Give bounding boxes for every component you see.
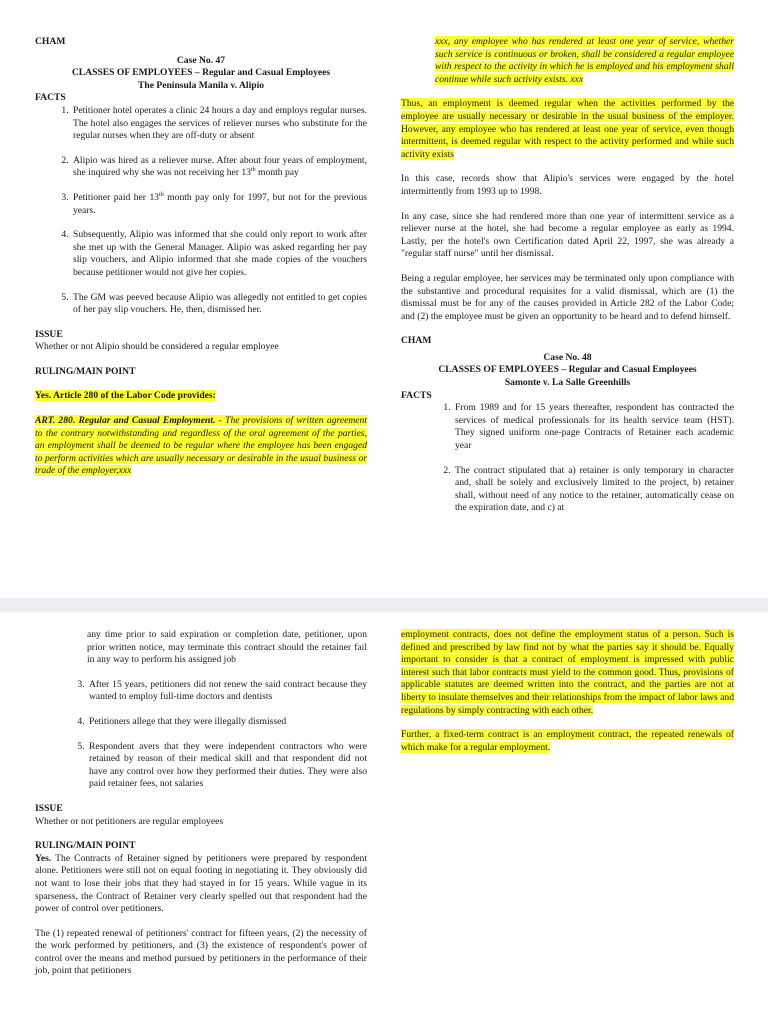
fact-item: 5. Respondent avers that they were independent contractors who were retained by reason of their medical skill and that respondent did not have any control over how they performed their duties. They were also paid retainer fees, not salaries [87, 741, 367, 791]
article-quote: ART. 280. Regular and Casual Employment. - The provisions of written agreement to the contrary notwithstanding and regardless of the oral agreement of the parties, an employment shall be deemed to be regular where the employee has been engaged to perform activities which are usually necessary or desirable in the usual business or trade of the employer,xxx [35, 415, 367, 477]
ruling-paragraph: In any case, since she had rendered more than one year of intermittent service as a reliever nurse at the hotel, she had become a regular employee as early as 1994. Lastly, per the hotel's own Certification dated April 22, 1997, she was already a "regular staff nurse" until her dismissal. [401, 210, 734, 260]
ruling-paragraph: In this case, records show that Alipio's services were engaged by the hotel intermittently from 1993 up to 1998. [401, 173, 734, 197]
facts-list [35, 105, 367, 317]
case-parties: Samonte v. La Salle Greenhills [504, 377, 631, 389]
fact-item: 3. Petitioner paid her 13th month pay only for 1997, but not for the previous years. [71, 192, 367, 217]
issue-heading: ISSUE [35, 328, 63, 340]
facts-list [401, 402, 734, 515]
facts-heading: FACTS [401, 389, 432, 401]
fact-item: 4. Petitioners allege that they were illegally dismissed [87, 716, 367, 729]
case-number: Case No. 47 [176, 54, 226, 66]
page2-right-column [401, 629, 734, 766]
fact-item: 5. The GM was peeved because Alipio was allegedly not entitled to get copies of her pay slip vouchers. He, then, dismissed her. [71, 292, 367, 317]
ruling-heading: RULING/MAIN POINT [35, 365, 136, 377]
ruling-paragraph: Being a regular employee, her services may be terminated only upon compliance with the substantive and procedural requisites for a valid dismissal, which are (1) the dismissal must be for any of the causes provided in Article 282 of the Labor Code; and (2) the employee must be given an opportunity to be heard and to defend himself. [401, 272, 734, 322]
page1-right-column [401, 36, 734, 527]
fact-item: 1. From 1989 and for 15 years thereafter, respondent has contracted the services of medical professionals for its health service team (HST). They signed uniform one-page Contracts of Retainer each academic year [453, 402, 734, 452]
issue-text: Whether or not petitioners are regular employees [35, 815, 224, 827]
fact-item: 2. Alipio was hired as a reliever nurse. After about four years of employment, she inquired why she was not receiving her 13th month pay [71, 155, 367, 180]
article-quote-continued: xxx, any employee who has rendered at least one year of service, whether such service is continuous or broken, shall be considered a regular employee with respect to the activity in which he is employed and his employment shall continue while such activity exists. xxx [435, 36, 734, 85]
ruling-paragraph: The (1) repeated renewal of petitioners' contract for fifteen years, (2) the necessity of the work performed by petitioners, and (3) the existence of respondent's power of control over the means and method pursued by petitioners in the performance of their job, point that petitioners [35, 927, 367, 977]
case-tag: CHAM [401, 335, 432, 347]
case-subject: CLASSES OF EMPLOYEES – Regular and Casual Employees [71, 67, 331, 79]
fact-item: 1. Petitioner hotel operates a clinic 24 hours a day and employs regular nurses. The hotel also engages the services of reliever nurses who substitute for the regular nurses when they are off-duty or absent [71, 105, 367, 143]
case-tag: CHAM [35, 36, 66, 47]
fact-item: 4. Subsequently, Alipio was informed that she could only report to work after she met up with the General Manager. Alipio was asked regarding her pay slip vouchers, and Alipio informed that she made copies of the vouchers because petitioner would not give her copies. [71, 229, 367, 279]
ruling-paragraph-highlighted: Thus, an employment is deemed regular when the activities performed by the employee are usually necessary or desirable in the usual business of the employer. However, any employee who has rendered at least one year of service, even though intermittent, is deemed regular with respect to the activity performed and while such activity exists [401, 98, 734, 160]
ruling-paragraph-highlighted: Further, a fixed-term contract is an employment contract, the repeated renewals of which make for a regular employment. [401, 729, 734, 753]
case-subject: CLASSES OF EMPLOYEES – Regular and Casual Employees [438, 364, 697, 376]
fact-item: 2. The contract stipulated that a) retainer is only temporary in character and, shall be solely and exclusively limited to the project, b) retainer shall, without need of any notice to the retainer, automatically cease on the expiration date, and c) at [453, 465, 734, 515]
facts-list [35, 679, 367, 791]
fact-item: 3. After 15 years, petitioners did not renew the said contract because they wanted to employ full-time doctors and dentists [87, 679, 367, 704]
page2-left-column [35, 629, 367, 990]
ruling-paragraph-highlighted: employment contracts, does not define the employment status of a person. Such is defined and prescribed by law find not by what the parties say it should be. Equally important to consider is that a contract of employment is impressed with public interest such that labor contracts must yield to the common good. Thus, provisions of applicable statutes are deemed written into the contract, and the parties are not at liberty to insulate themselves and their relationships from the impact of labor laws and regulations by simply contracting with each other. [401, 629, 734, 716]
issue-text: Whether or not Alipio should be considered a regular employee [35, 341, 279, 353]
case-number: Case No. 48 [543, 351, 592, 363]
case-parties: The Peninsula Manila v. Alipio [137, 79, 265, 91]
page-separator [0, 598, 768, 612]
facts-heading: FACTS [35, 92, 66, 104]
ruling-heading: RULING/MAIN POINT [35, 840, 136, 852]
issue-heading: ISSUE [35, 802, 63, 814]
ruling-paragraph: Yes. The Contracts of Retainer signed by petitioners were prepared by respondent alone. Petitioners were still not on equal footing in negotiating it. They obviously did not want to lose their jobs that they had stayed in for 15 years. While vague in its sparseness, the Contract of Retainer very clearly spelled out that respondent had the power of control over petitioners. [35, 852, 367, 915]
page1-left-column [35, 36, 367, 490]
ruling-lead: Yes. Article 280 of the Labor Code provides: [35, 390, 216, 402]
fact-continued: any time prior to said expiration or completion date, petitioner, upon prior written notice, may terminate this contract should the retainer fail in any way to perform his assigned job [87, 629, 367, 666]
